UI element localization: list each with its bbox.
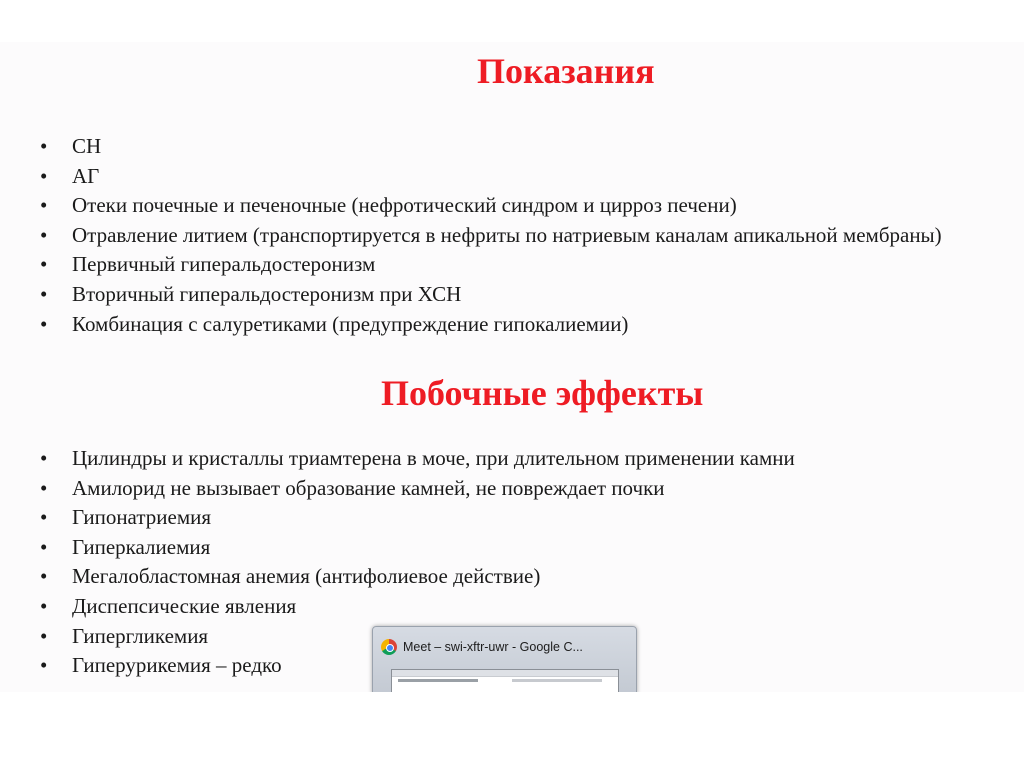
list-item: • Гипонатриемия [40,503,980,533]
list-item: • Отеки почечные и печеночные (нефротический синдром и цирроз печени) [40,191,980,221]
thumbnail-title: Meet – swi-xftr-uwr - Google C... [403,640,583,654]
list-item: • Амилорид не вызывает образование камней, не повреждает почки [40,474,980,504]
preview-tab-bar [392,670,618,677]
side-effects-heading: Побочные эффекты [381,373,704,413]
chrome-icon [381,639,397,655]
indications-heading: Показания [477,51,655,91]
list-item: • Цилиндры и кристаллы триамтерена в моче, при длительном применении камни [40,444,980,474]
slide [0,42,1024,692]
indications-list [40,132,980,339]
preview-address-line [398,679,478,682]
preview-toolbar-line [512,679,602,682]
list-item: • СН [40,132,980,162]
list-item: • Вторичный гиперальдостеронизм при ХСН [40,280,980,310]
list-item: • АГ [40,162,980,192]
thumbnail-title-bar [381,639,583,655]
list-item: • Гиперурикемия – редко [40,651,980,681]
list-item: • Первичный гиперальдостеронизм [40,250,980,280]
list-item: • Гипергликемия [40,622,980,652]
list-item: • Мегалобластомная анемия (антифолиевое действие) [40,562,980,592]
list-item: • Отравление литием (транспортируется в нефриты по натриевым каналам апикальной мембраны) [40,221,980,251]
list-item: • Гиперкалиемия [40,533,980,563]
list-item: • Диспепсические явления [40,592,980,622]
thumbnail-preview[interactable] [391,669,619,692]
taskbar-window-thumbnail[interactable] [372,626,637,692]
list-item: • Комбинация с салуретиками (предупреждение гипокалиемии) [40,310,980,340]
